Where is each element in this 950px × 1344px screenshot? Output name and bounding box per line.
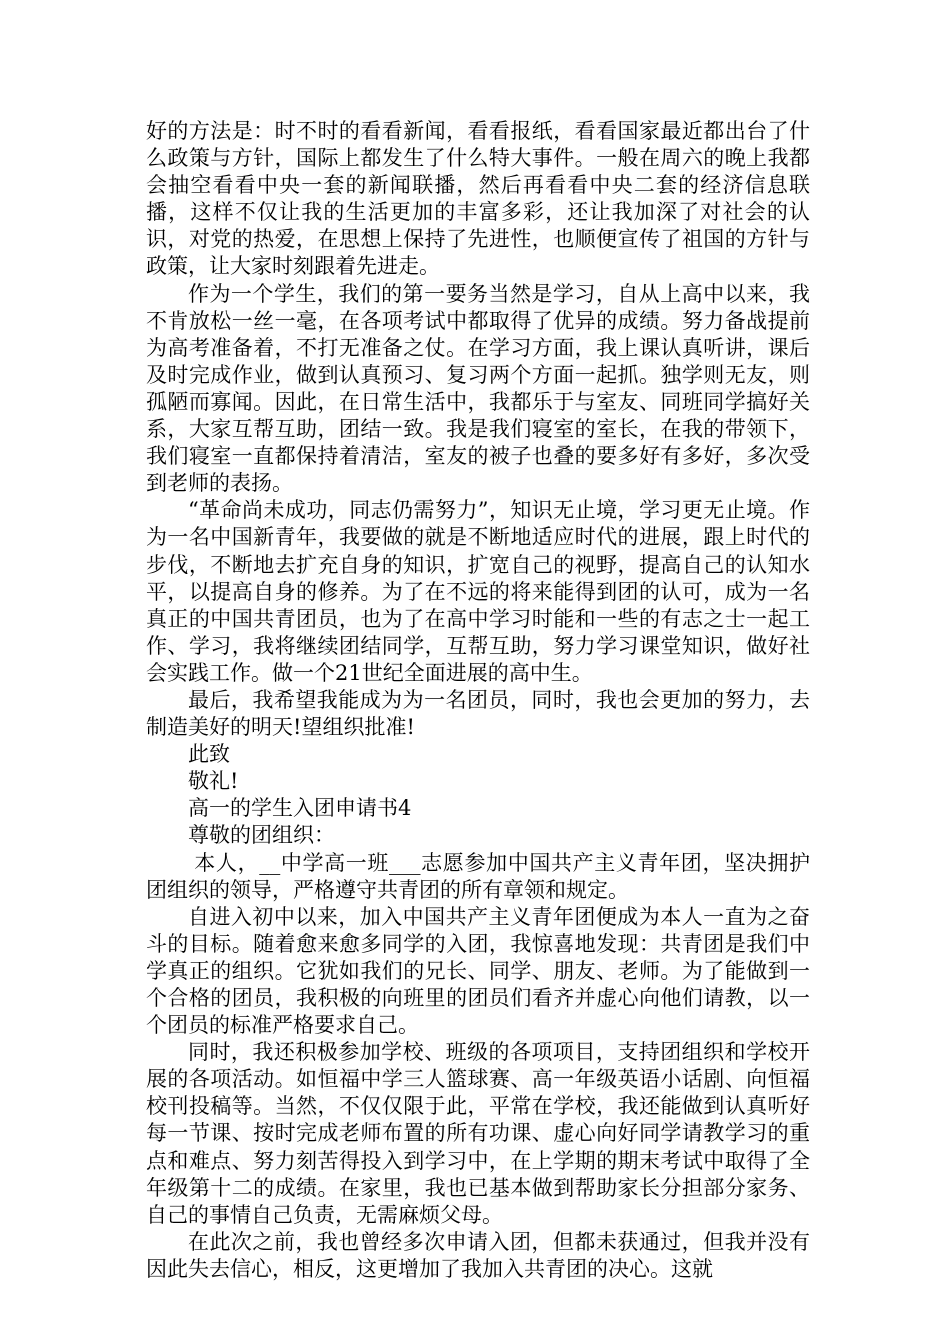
paragraph-revolution-quote: “革命尚未成功，同志仍需努力”，知识无止境，学习更无止境。作为一名中国新青年，我要做的就是不断地适应时代的进展，跟上时代的步伐，不断地去扩充自身的知识，扩宽自己的视野，提高自己的认知水平，以提高自身的修养。为了在不远的将来能得到团的认可，成为一名真正的中国共青团员，也为了在高中学习时能和一些的有志之士一起工作、学习，我将继续团结同学，互帮互助，努力学习课堂知识，做好社会实践工作。做一个21世纪全面进展的高中生。 [146,498,810,685]
paragraph-previous-applications: 在此次之前，我也曾经多次申请入团，但都未获通过，但我并没有因此失去信心，相反，这更增加了我加入共青团的决心。这就 [146,1229,810,1281]
salutation-jingli: 敬礼! [188,769,239,794]
paragraph-study: 作为一个学生，我们的第一要务当然是学习，自从上高中以来，我不肯放松一丝一毫，在各项考试中都取得了优异的成绩。努力备战提前为高考准备着，不打无准备之仗。在学习方面，我上课认真听讲，课后及时完成作业，做到认真预习、复习两个方面一起抓。独学则无友，则孤陋而寡闻。因此，在日常生活中，我都乐于与室友、同班同学搞好关系，大家互帮互助，团结一致。我是我们寝室的室长，在我的带领下，我们寝室一直都保持着清洁，室友的被子也叠的要多好有多好，多次受到老师的表扬。 [146,281,810,496]
paragraph-since-junior-high: 自进入初中以来，加入中国共产主义青年团便成为本人一直为之奋斗的目标。随着愈来愈多同学的入团，我惊喜地发现：共青团是我们中学真正的组织。它犹如我们的兄长、同学、朋友、老师。为了能做到一个合格的团员，我积极的向班里的团员们看齐并虚心向他们请教，以一个团员的标准严格要求自己。 [146,904,810,1038]
addressee: 尊敬的团组织： [188,823,335,848]
paragraph-self-intro: 本人，__中学高一班___志愿参加中国共产主义青年团，坚决拥护团组织的领导，严格遵守共青团的所有章领和规定。 [146,850,810,902]
document-page [146,118,810,1283]
section-heading: 高一的学生入团申请书4 [188,796,412,821]
paragraph-news-habit: 好的方法是：时不时的看看新闻，看看报纸，看看国家最近都出台了什么政策与方针，国际上都发生了什么特大事件。一般在周六的晚上我都会抽空看看中央一套的新闻联播，然后再看看中央二套的经济信息联播，这样不仅让我的生活更加的丰富多彩，还让我加深了对社会的认识，对党的热爱，在思想上保持了先进性，也顺便宣传了祖国的方针与政策，让大家时刻跟着先进走。 [146,119,810,279]
salutation-cizhi: 此致 [188,742,230,767]
paragraph-activities: 同时，我还积极参加学校、班级的各项项目，支持团组织和学校开展的各项活动。如恒福中学三人篮球赛、高一年级英语小话剧、向恒福校刊投稿等。当然，不仅仅限于此，平常在学校，我还能做到认真听好每一节课、按时完成老师布置的所有功课、虚心向好同学请教学习的重点和难点、努力刻苦得投入到学习中，在上学期的期末考试中取得了全年级第十二的成绩。在家里，我也已基本做到帮助家长分担部分家务、自己的事情自己负责，无需麻烦父母。 [146,1040,810,1227]
paragraph-closing-wish: 最后，我希望我能成为为一名团员，同时，我也会更加的努力，去制造美好的明天!望组织批准! [146,687,810,740]
